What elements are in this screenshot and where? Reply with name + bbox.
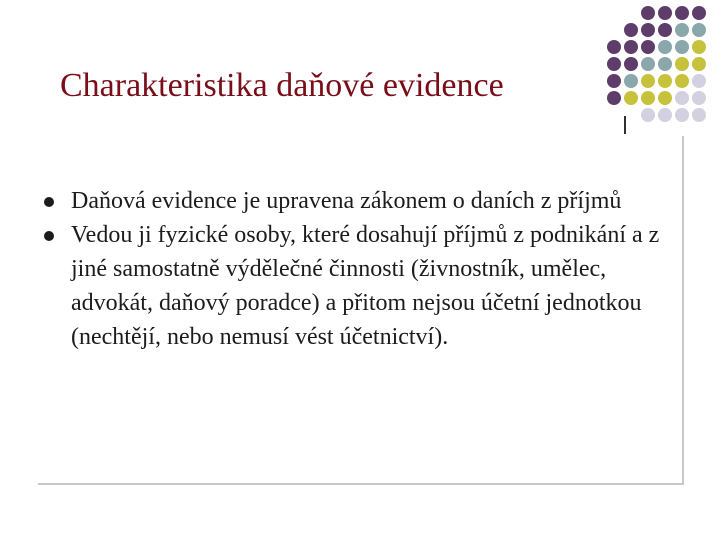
decorative-dot	[675, 57, 689, 71]
decorative-dot	[641, 74, 655, 88]
decorative-dot	[641, 6, 655, 20]
decorative-dot	[624, 91, 638, 105]
slide-title: Charakteristika daňové evidence	[60, 67, 504, 104]
decorative-dot	[658, 40, 672, 54]
decorative-dot	[692, 23, 706, 37]
frame-bottom-line	[38, 483, 684, 485]
bullet-text: Daňová evidence je upravena zákonem o daních z příjmů	[71, 188, 622, 214]
bullet-item	[40, 184, 680, 218]
decorative-dot	[641, 40, 655, 54]
bullet-term-ucetni-jednotka: účetní jednotkou	[480, 290, 642, 316]
decorative-dot	[658, 91, 672, 105]
bullet-item	[40, 218, 680, 354]
decorative-dot	[624, 57, 638, 71]
decorative-dot	[624, 40, 638, 54]
decorative-dot-grid	[607, 6, 719, 118]
bullet-dot-icon	[44, 197, 54, 207]
decorative-dot	[607, 74, 621, 88]
decorative-dot	[675, 6, 689, 20]
decorative-dot	[692, 40, 706, 54]
decorative-dot	[624, 23, 638, 37]
decorative-dot	[607, 57, 621, 71]
bullet-term-vest-ucetnictvi: vést účetnictví	[294, 324, 435, 350]
bullet-dot-icon	[44, 231, 54, 241]
decorative-dot	[641, 91, 655, 105]
decorative-dot	[641, 108, 655, 122]
decorative-dot	[658, 108, 672, 122]
decorative-dot	[658, 57, 672, 71]
title-accent-line	[624, 116, 626, 134]
decorative-dot	[607, 91, 621, 105]
decorative-dot	[692, 74, 706, 88]
bullet-list	[40, 184, 680, 354]
frame-right-line	[682, 136, 684, 484]
decorative-dot	[692, 57, 706, 71]
decorative-dot	[658, 6, 672, 20]
bullet-text-part: Vedou ji fyzické osoby, které dosahují příjmů z podnikání a z jiné samostatně výdělečné činnosti (živnostník, umělec, advokát, daňový poradce) a přitom nejsou	[71, 222, 660, 316]
decorative-dot	[692, 6, 706, 20]
decorative-dot	[675, 40, 689, 54]
decorative-dot	[692, 91, 706, 105]
decorative-dot	[658, 23, 672, 37]
decorative-dot	[641, 57, 655, 71]
decorative-dot	[675, 23, 689, 37]
bullet-text-part: (nechtějí, nebo nemusí	[71, 324, 295, 350]
decorative-dot	[607, 40, 621, 54]
decorative-dot	[675, 108, 689, 122]
decorative-dot	[675, 91, 689, 105]
bullet-text-part: ).	[434, 324, 449, 350]
decorative-dot	[624, 74, 638, 88]
decorative-dot	[641, 23, 655, 37]
decorative-dot	[675, 74, 689, 88]
decorative-dot	[658, 74, 672, 88]
decorative-dot	[692, 108, 706, 122]
